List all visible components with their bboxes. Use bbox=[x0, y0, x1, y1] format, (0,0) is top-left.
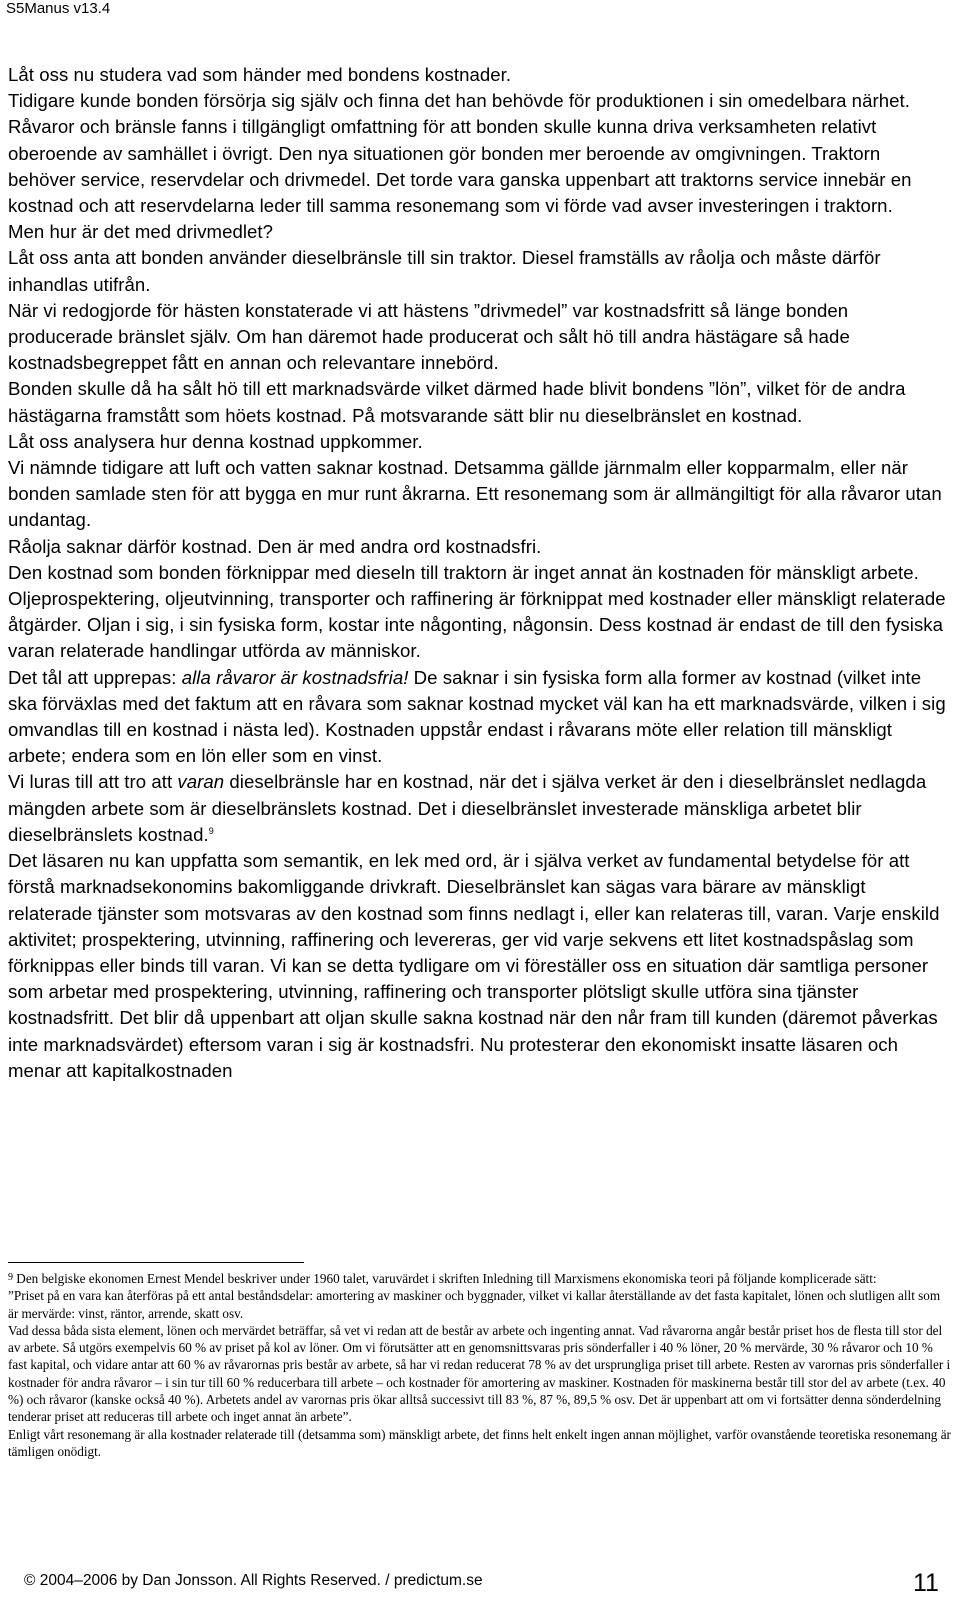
paragraph: När vi redogjorde för hästen konstaterade vi att hästens ”drivmedel” var kostnadsfritt så länge bonden producerade bränslet själv. Om han däremot hade producerat och sålt hö till andra hästägare så hade kostnadsbegreppet fått en annan och relevantare innebörd. bbox=[8, 299, 850, 374]
paragraph: Råolja saknar därför kostnad. Den är med andra ord kostnadsfri. bbox=[8, 535, 542, 557]
page-number: 11 bbox=[913, 1569, 939, 1597]
footnote-section bbox=[8, 1270, 952, 1460]
footnote-paragraph bbox=[8, 1270, 952, 1287]
footnote-reference[interactable]: 9 bbox=[208, 825, 214, 836]
footnote-paragraph: ”Priset på en vara kan återföras på ett antal beståndsdelar: amortering av maskiner och byggnader, vilket vi kallar återställande av det fasta kapitalet, lönen och slutligen allt som är mervärde: vinst, räntor, arrende, skatt osv. bbox=[8, 1288, 941, 1321]
footnote-paragraph: Vad dessa båda sista element, lönen och mervärdet beträffar, så vet vi redan att de består av arbete och ingenting annat. Vad råvarorna angår består priset hos de flesta till stor del av arbete. Så utgörs exempelvis 60 % av priset på kol av löner. Om vi förutsätter att en genomsnittsvaras pris sönderfaller i 40 % löner, 20 % mervärde, 30 % råvaror och 10 % fast kapital, och vidare antar att 60 % av råvarornas pris består av arbete, så har vi redan reducerat 78 % av det ursprungliga priset till arbete. Resten av varornas pris sönderfaller i kostnader för andra råvaror – i sin tur till 60 % reducerbara till arbete – och kostnader för amortering av maskiner. Kostnaden för maskinerna består till stor del av arbete (t.ex. 40 %) och råvaror (kanske också 40 %). Arbetets andel av varornas pris ökar alltså successivt till 83 %, 87 %, 89,5 % osv. Det är uppenbart att om vi fortsätter denna sönderdelning tenderar priset att reduceras till arbete och inget annat än arbete”. bbox=[8, 1322, 951, 1425]
footnote-text: Den belgiske ekonomen Ernest Mendel beskriver under 1960 talet, varuvärdet i skriften Inledning till Marxismens ekonomiska teori på följande komplicerade sätt: bbox=[16, 1271, 877, 1286]
footnote-paragraph: Enligt vårt resonemang är alla kostnader relaterade till (detsamma som) mänskligt arbete, det finns helt enkelt ingen annan möjlighet, varför ovanstående teoretiska resonemang är tämligen onödigt. bbox=[8, 1426, 951, 1459]
main-body-text bbox=[8, 62, 952, 1084]
paragraph bbox=[8, 769, 952, 848]
paragraph: Låt oss anta att bonden använder dieselbränsle till sin traktor. Diesel framställs av råolja och måste därför inhandlas utifrån. bbox=[8, 247, 881, 295]
paragraph: Låt oss analysera hur denna kostnad uppkommer. bbox=[8, 430, 423, 452]
paragraph: Bonden skulle då ha sålt hö till ett marknadsvärde vilket därmed hade blivit bondens ”lön”, vilket för de andra hästägarna framstått som höets kostnad. På motsvarande sätt blir nu dieselbränslet en kostnad. bbox=[8, 378, 906, 426]
copyright-footer: © 2004–2006 by Dan Jonsson. All Rights Reserved. / predictum.se bbox=[24, 1572, 483, 1589]
paragraph: Vi nämnde tidigare att luft och vatten saknar kostnad. Detsamma gällde järnmalm eller kopparmalm, eller när bonden samlade sten för att bygga en mur runt åkrarna. Ett resonemang som är allmängiltigt för alla råvaror utan undantag. bbox=[8, 457, 942, 531]
paragraph: Men hur är det med drivmedlet? bbox=[8, 221, 274, 243]
paragraph-text: dieselbränsle har en kostnad, när det i själva verket är den i dieselbränslet nedlagda mängden arbete som är dieselbränslets kostnad. Det i dieselbränslet investerade mänskliga arbetet blir dieselbränslets kostnad. bbox=[8, 771, 927, 845]
paragraph: Låt oss nu studera vad som händer med bondens kostnader. bbox=[8, 64, 512, 85]
paragraph: Tidigare kunde bonden försörja sig själv och finna det han behövde för produktionen i sin omedelbara närhet. Råvaror och bränsle fanns i tillgängligt omfattning för att bonden skulle kunna driva verksamheten relativt oberoende av samhället i övrigt. Den nya situationen gör bonden mer beroende av omgivningen. Traktorn behöver service, reservdelar och drivmedel. Det torde vara ganska uppenbart att traktorns service innebär en kostnad och att reservdelarna leder till samma resonemang som vi förde vad avser investeringen i traktorn. bbox=[8, 90, 912, 217]
paragraph-text: Det tål att upprepas: bbox=[8, 666, 182, 688]
paragraph-text: Vi luras till att tro att bbox=[8, 771, 178, 793]
emphasized-text: alla råvaror är kostnadsfria! bbox=[181, 666, 409, 688]
paragraph-text: De saknar i sin fysiska form alla former av kostnad (vilket inte ska förväxlas med det faktum att en råvara som saknar kostnad mycket väl kan ha ett marknadsvärde, vilken i sig omvandlas till en kostnad i nästa led). Kostnaden uppstår endast i råvarans möte eller relation till mänskligt arbete; endera som en lön eller som en vinst. bbox=[8, 666, 946, 767]
paragraph: Det läsaren nu kan uppfatta som semantik, en lek med ord, är i själva verket av fundamental betydelse för att förstå marknadsekonomins bakomliggande drivkraft. Dieselbränslet kan sägas vara bärare av mänskligt relaterade tjänster som motsvaras av den kostnad som finns nedlagt i, eller kan relateras till, varan. Varje enskild aktivitet; prospektering, utvinning, raffinering och levereras, ger vid varje sekvens ett litet kostnadspåslag som förknippas eller binds till varan. Vi kan se detta tydligare om vi föreställer oss en situation där samtliga personer som arbetar med prospektering, utvinning, raffinering och transporter plötsligt skulle utföra sina tjänster kostnadsfritt. Det blir då uppenbart att oljan skulle sakna kostnad när den når fram till kunden (däremot påverkas inte marknadsvärdet) eftersom varan i sig är kostnadsfri. Nu protesterar den ekonomiskt insatte läsaren och menar att kapitalkostnaden bbox=[8, 850, 940, 1081]
paragraph bbox=[8, 665, 952, 770]
footnote-number: 9 bbox=[8, 1272, 13, 1283]
footnote-separator bbox=[8, 1262, 304, 1263]
document-version-header: S5Manus v13.4 bbox=[6, 0, 111, 17]
emphasized-text: varan bbox=[177, 771, 225, 793]
paragraph: Den kostnad som bonden förknippar med dieseln till traktorn är inget annat än kostnaden för mänskligt arbete. Oljeprospektering, oljeutvinning, transporter och raffinering är förknippat med kostnader eller mänskligt relaterade åtgärder. Oljan i sig, i sin fysiska form, kostar inte någonting, någonsin. Dess kostnad är endast de till den fysiska varan relaterade handlingar utförda av människor. bbox=[8, 561, 946, 662]
